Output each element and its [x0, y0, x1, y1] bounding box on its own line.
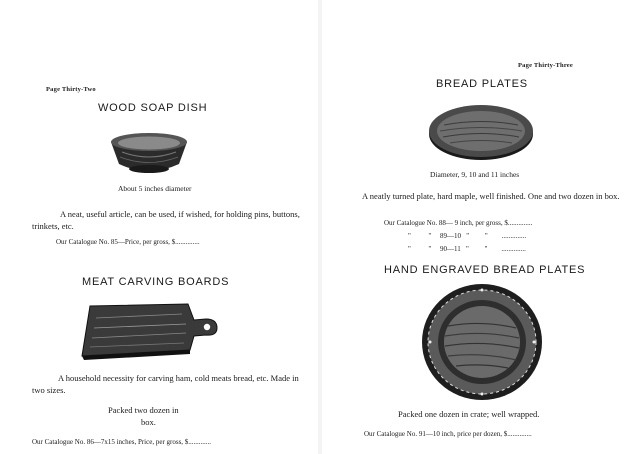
- bread-plates-title: BREAD PLATES: [436, 78, 528, 90]
- wood-soap-dish-title: WOOD SOAP DISH: [98, 102, 208, 114]
- bread-plates-catalogue-88: Our Catalogue No. 88— 9 inch, per gross, $..............: [384, 219, 533, 227]
- bread-plates-catalogue-90: " " 90—11 " " ..............: [408, 245, 526, 253]
- soap-dish-description: A neat, useful article, can be used, if wished, for holding pins, buttons, trinkets, etc.: [32, 209, 300, 231]
- carving-board-packing-2: box.: [141, 417, 156, 427]
- page-number-left: Page Thirty-Two: [46, 86, 96, 93]
- soap-dish-caption: About 5 inches diameter: [118, 184, 192, 193]
- bread-plates-caption: Diameter, 9, 10 and 11 inches: [430, 170, 520, 179]
- soap-dish-catalogue: Our Catalogue No. 85—Price, per gross, $..............: [56, 238, 200, 246]
- bread-plates-description: A neatly turned plate, hard maple, well finished. One and two dozen in box.: [362, 191, 620, 201]
- engraved-catalogue: Our Catalogue No. 91—10 inch, price per dozen, $..............: [364, 430, 532, 438]
- carving-board-description: A household necessity for carving ham, cold meats bread, etc. Made in two sizes.: [32, 373, 299, 395]
- engraved-packing: Packed one dozen in crate; well wrapped.: [398, 409, 540, 419]
- bread-plate-illustration: [426, 100, 536, 162]
- meat-carving-boards-title: MEAT CARVING BOARDS: [82, 276, 230, 288]
- page-number-right: Page Thirty-Three: [518, 62, 573, 69]
- carving-board-packing-1: Packed two dozen in: [108, 405, 179, 415]
- left-page: [0, 0, 318, 454]
- carving-board-illustration: [78, 298, 220, 360]
- right-page: [322, 0, 640, 454]
- hand-engraved-title: HAND ENGRAVED BREAD PLATES: [384, 264, 586, 276]
- carving-board-catalogue: Our Catalogue No. 86—7x15 inches, Price, per gross, $.............: [32, 438, 212, 446]
- engraved-plate-illustration: [420, 282, 544, 402]
- bread-plates-catalogue-89: " " 89—10 " " ..............: [408, 232, 527, 240]
- soap-dish-illustration: [108, 128, 190, 178]
